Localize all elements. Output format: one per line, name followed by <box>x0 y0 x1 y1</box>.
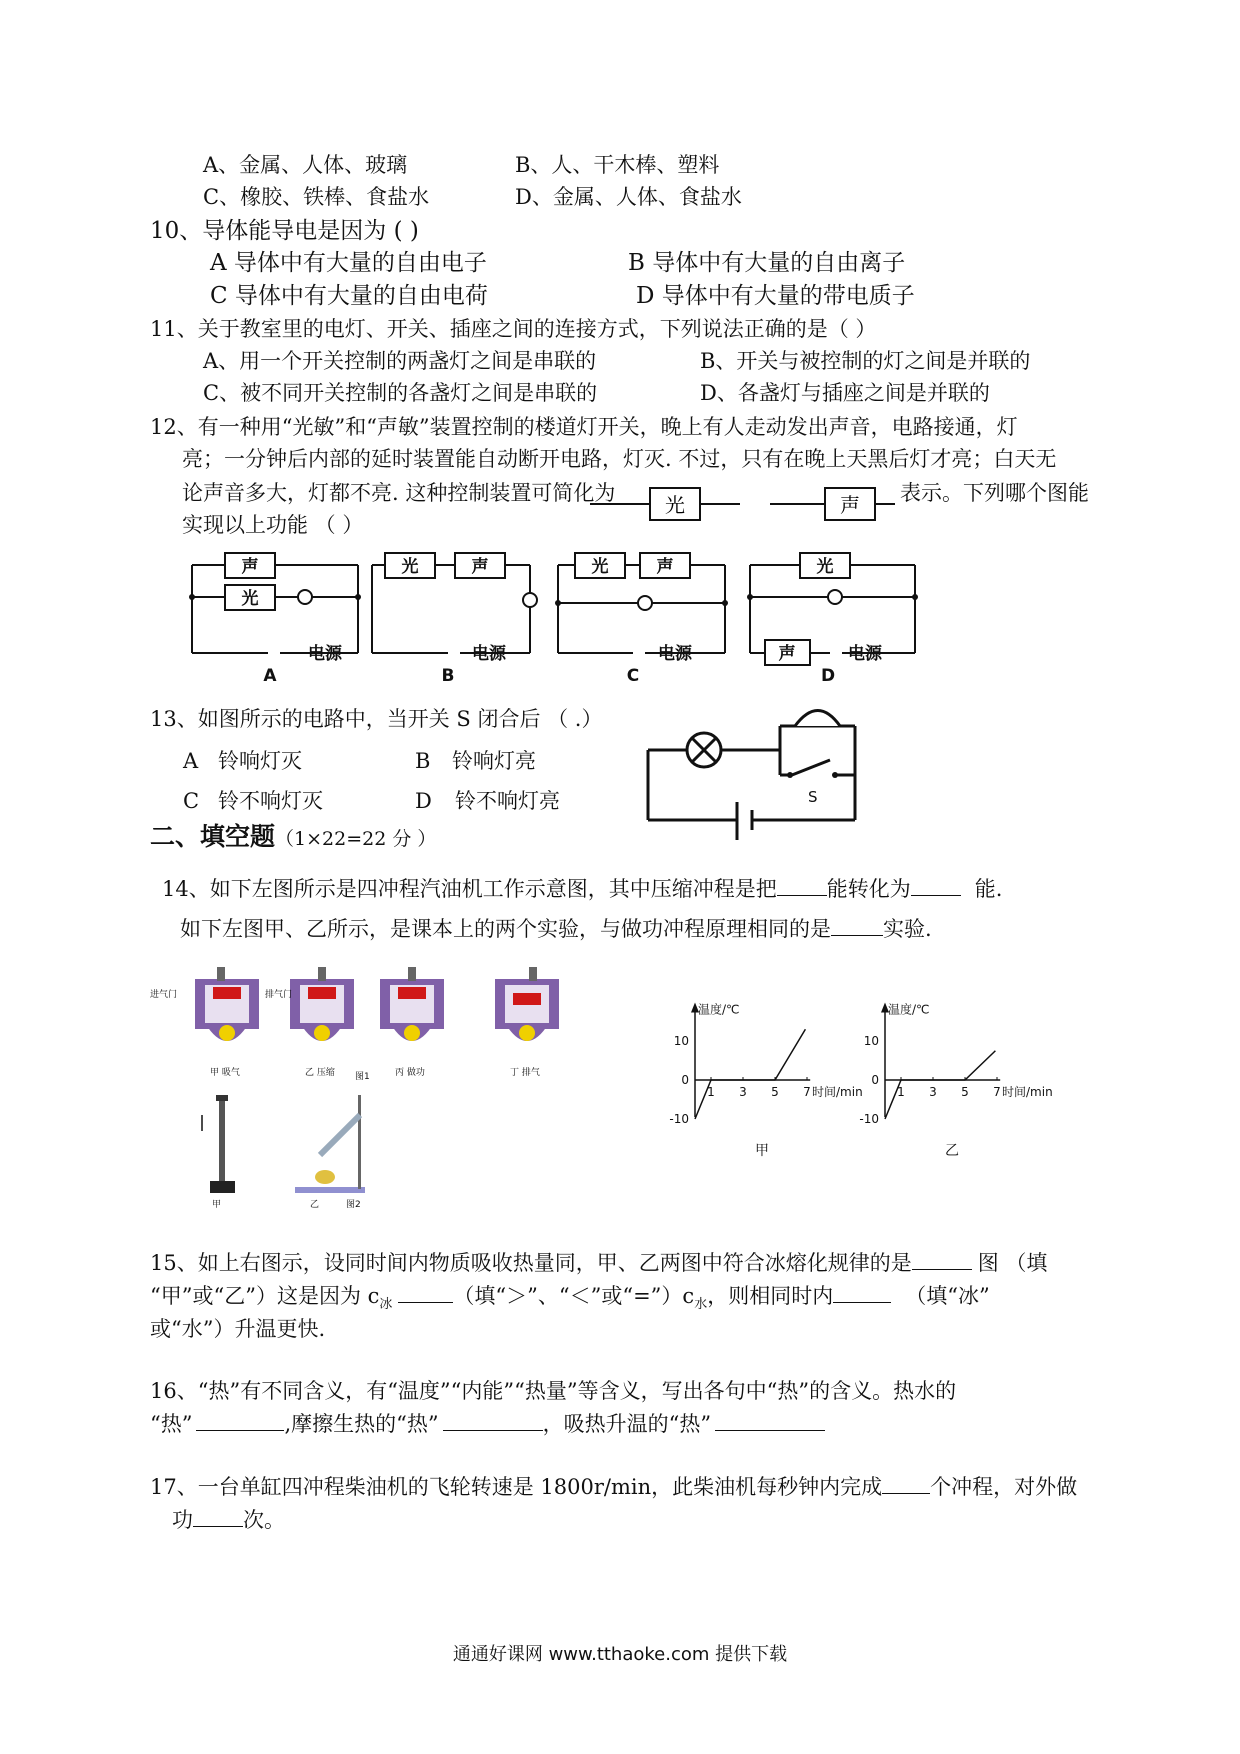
light-sensor-label: 光 <box>665 493 685 517</box>
x-axis-label: 时间/min <box>812 1085 863 1099</box>
engine-2 <box>290 967 354 1041</box>
svg-text:甲 吸气: 甲 吸气 <box>210 1068 240 1078</box>
q9-option-c: C、橡胶、铁棒、食盐水 <box>203 185 430 209</box>
page-footer: 通通好课网 www.tthaoke.com 提供下载 <box>452 1644 788 1665</box>
q12-line1: 12、有一种用“光敏”和“声敏”装置控制的楼道灯开关，晚上有人走动发出声音，电路接通，灯 <box>150 415 1018 439</box>
svg-text:光: 光 <box>591 557 609 577</box>
graph-caption: 乙 <box>945 1143 959 1159</box>
svg-text:声: 声 <box>778 644 796 664</box>
svg-text:甲: 甲 <box>212 1200 222 1210</box>
q12-line2: 亮；一分钟后内部的延时装置能自动断开电路，灯灭. 不过，只有在晚上天黑后灯才亮；白天无 <box>182 447 1057 471</box>
section-2-title: 二、填空题 <box>150 822 276 851</box>
y-tick-label: 0 <box>681 1073 689 1087</box>
svg-text:光: 光 <box>401 557 419 577</box>
svg-text:声: 声 <box>656 557 674 577</box>
q11-option-c: C、被不同开关控制的各盏灯之间是串联的 <box>203 381 598 405</box>
q14-line2: 如下左图甲、乙所示，是课本上的两个实验，与做功冲程原理相同的是 实验. <box>180 917 932 941</box>
blank-q15-3[interactable] <box>833 1284 891 1303</box>
q12-line3b: 表示。下列哪个图能 <box>900 481 1089 505</box>
q12-line4: 实现以上功能 （ ） <box>182 513 364 537</box>
q13-option-a-letter: A <box>183 749 199 773</box>
air-pump-experiment <box>202 1095 235 1193</box>
q17-line2: 功 次。 <box>172 1508 285 1532</box>
exhaust-valve-label: 排气门 <box>265 990 293 1000</box>
svg-text:图1: 图1 <box>355 1072 370 1082</box>
q13-bell-circuit <box>640 690 870 840</box>
blank-q17-2[interactable] <box>193 1508 243 1527</box>
svg-text:B: B <box>441 666 455 685</box>
svg-text:光: 光 <box>241 589 259 609</box>
q16-line2: “热” ,摩擦生热的“热” ，吸热升温的“热” <box>150 1411 825 1437</box>
svg-text:声: 声 <box>471 557 489 577</box>
svg-text:乙 压缩: 乙 压缩 <box>305 1068 335 1078</box>
q13-option-d: 铃不响灯亮 <box>455 789 560 813</box>
blank-q16-1[interactable] <box>196 1412 284 1431</box>
q11-option-d: D、各盏灯与插座之间是并联的 <box>700 381 990 405</box>
svg-text:丁 排气: 丁 排气 <box>510 1068 540 1078</box>
svg-text:电源: 电源 <box>472 644 506 664</box>
q10-option-c: C 导体中有大量的自由电荷 <box>210 283 488 309</box>
section-2-points: （1×22=22 分 ） <box>275 828 437 850</box>
x-axis-label: 时间/min <box>1002 1085 1053 1099</box>
q17-line1: 17、一台单缸四冲程柴油机的飞轮转速是 1800r/min，此柴油机每秒钟内完成 个冲程，对外做 <box>150 1475 1078 1499</box>
intake-valve-label: 进气门 <box>150 990 178 1000</box>
graph-yi <box>859 1002 1052 1160</box>
svg-text:乙: 乙 <box>310 1200 320 1210</box>
circuit-c <box>558 553 725 653</box>
q10-option-a: A 导体中有大量的自由电子 <box>210 250 487 276</box>
q13-stem: 13、如图所示的电路中，当开关 S 闭合后 （ .） <box>150 707 603 731</box>
section-2-header <box>150 824 436 852</box>
svg-text:电源: 电源 <box>848 644 882 664</box>
blank-q14-1[interactable] <box>777 877 827 896</box>
y-axis-label: 温度/℃ <box>698 1002 740 1017</box>
q13-option-c: 铃不响灯灭 <box>218 789 323 813</box>
svg-text:C: C <box>626 666 640 685</box>
temperature-graphs <box>650 955 1070 1175</box>
blank-q14-3[interactable] <box>831 917 883 936</box>
svg-text:丙 做功: 丙 做功 <box>395 1068 425 1078</box>
graph-jia <box>669 1002 862 1160</box>
switch-s-label: S <box>808 788 818 806</box>
test-tube-experiment <box>295 1095 365 1193</box>
q9-option-a: A、金属、人体、玻璃 <box>203 153 408 177</box>
q15-line3: 或“水”）升温更快. <box>150 1317 326 1341</box>
q11-option-b: B、开关与被控制的灯之间是并联的 <box>700 349 1031 373</box>
engine-4 <box>495 967 559 1041</box>
q13-option-b: 铃响灯亮 <box>452 749 536 773</box>
q12-circuit-options <box>180 535 930 685</box>
circuit-b <box>372 553 537 653</box>
y-tick-label: -10 <box>859 1112 879 1126</box>
y-tick-label: 10 <box>863 1034 879 1048</box>
svg-text:电源: 电源 <box>308 644 342 664</box>
x-tick-label: 3 <box>739 1085 747 1099</box>
q13-option-d-letter: D <box>415 789 432 813</box>
blank-q15-2[interactable] <box>398 1284 453 1303</box>
x-tick-label: 3 <box>929 1085 937 1099</box>
q15-line1: 15、如上右图示，设同时间内物质吸收热量同，甲、乙两图中符合冰熔化规律的是 图 （填 <box>150 1251 1048 1275</box>
sound-sensor-label: 声 <box>840 493 860 517</box>
q14-line1: 14、如下左图所示是四冲程汽油机工作示意图，其中压缩冲程是把 能转化为 能. <box>162 877 1003 901</box>
y-tick-label: -10 <box>669 1112 689 1126</box>
q9-option-b: B、人、干木棒、塑料 <box>515 153 720 177</box>
y-tick-label: 10 <box>673 1034 689 1048</box>
engine-figures <box>150 955 630 1215</box>
y-tick-label: 0 <box>871 1073 879 1087</box>
x-tick-label: 1 <box>897 1085 905 1099</box>
q10-option-d: D 导体中有大量的带电质子 <box>636 283 915 309</box>
q15-line2: “甲”或“乙”）这是因为 $c_冰$ （填“＞”、“＜”或“$=”)c_水$，则相同时内 （填“冰” <box>150 1284 990 1313</box>
svg-text:光: 光 <box>816 557 834 577</box>
svg-text:电源: 电源 <box>658 644 692 664</box>
x-tick-label: 5 <box>961 1085 969 1099</box>
y-axis-label: 温度/℃ <box>888 1002 930 1017</box>
graph-caption: 甲 <box>755 1143 769 1159</box>
svg-text:A: A <box>263 666 277 685</box>
engine-3 <box>380 967 444 1041</box>
q11-option-a: A、用一个开关控制的两盏灯之间是串联的 <box>203 349 597 373</box>
q11-stem: 11、关于教室里的电灯、开关、插座之间的连接方式，下列说法正确的是（ ） <box>150 317 877 341</box>
blank-q15-1[interactable] <box>912 1251 972 1270</box>
q10-option-b: B 导体中有大量的自由离子 <box>628 250 906 276</box>
q13-option-b-letter: B <box>415 749 431 773</box>
q9-option-d: D、金属、人体、食盐水 <box>515 185 742 209</box>
blank-q14-2[interactable] <box>911 877 961 896</box>
circuit-a <box>192 553 358 653</box>
q10-stem: 10、导体能导电是因为 ( ) <box>150 218 419 244</box>
q13-option-a: 铃响灯灭 <box>218 749 302 773</box>
x-tick-label: 5 <box>771 1085 779 1099</box>
svg-text:声: 声 <box>241 557 259 577</box>
x-tick-label: 1 <box>707 1085 715 1099</box>
blank-q16-3[interactable] <box>715 1412 825 1431</box>
svg-text:图2: 图2 <box>346 1200 361 1210</box>
melting-curve <box>695 1029 805 1119</box>
x-tick-label: 7 <box>993 1085 1001 1099</box>
x-tick-label: 7 <box>803 1085 811 1099</box>
q13-option-c-letter: C <box>183 789 200 813</box>
svg-text:D: D <box>820 666 836 685</box>
q16-line1: 16、“热”有不同含义，有“温度”“内能”“热量”等含义，写出各句中“热”的含义。热水的 <box>150 1379 957 1403</box>
q12-line3a: 论声音多大，灯都不亮. 这种控制装置可简化为 <box>182 481 616 505</box>
blank-q17-1[interactable] <box>882 1475 930 1494</box>
q12-sensor-symbols <box>590 484 900 524</box>
blank-q16-2[interactable] <box>443 1412 543 1431</box>
